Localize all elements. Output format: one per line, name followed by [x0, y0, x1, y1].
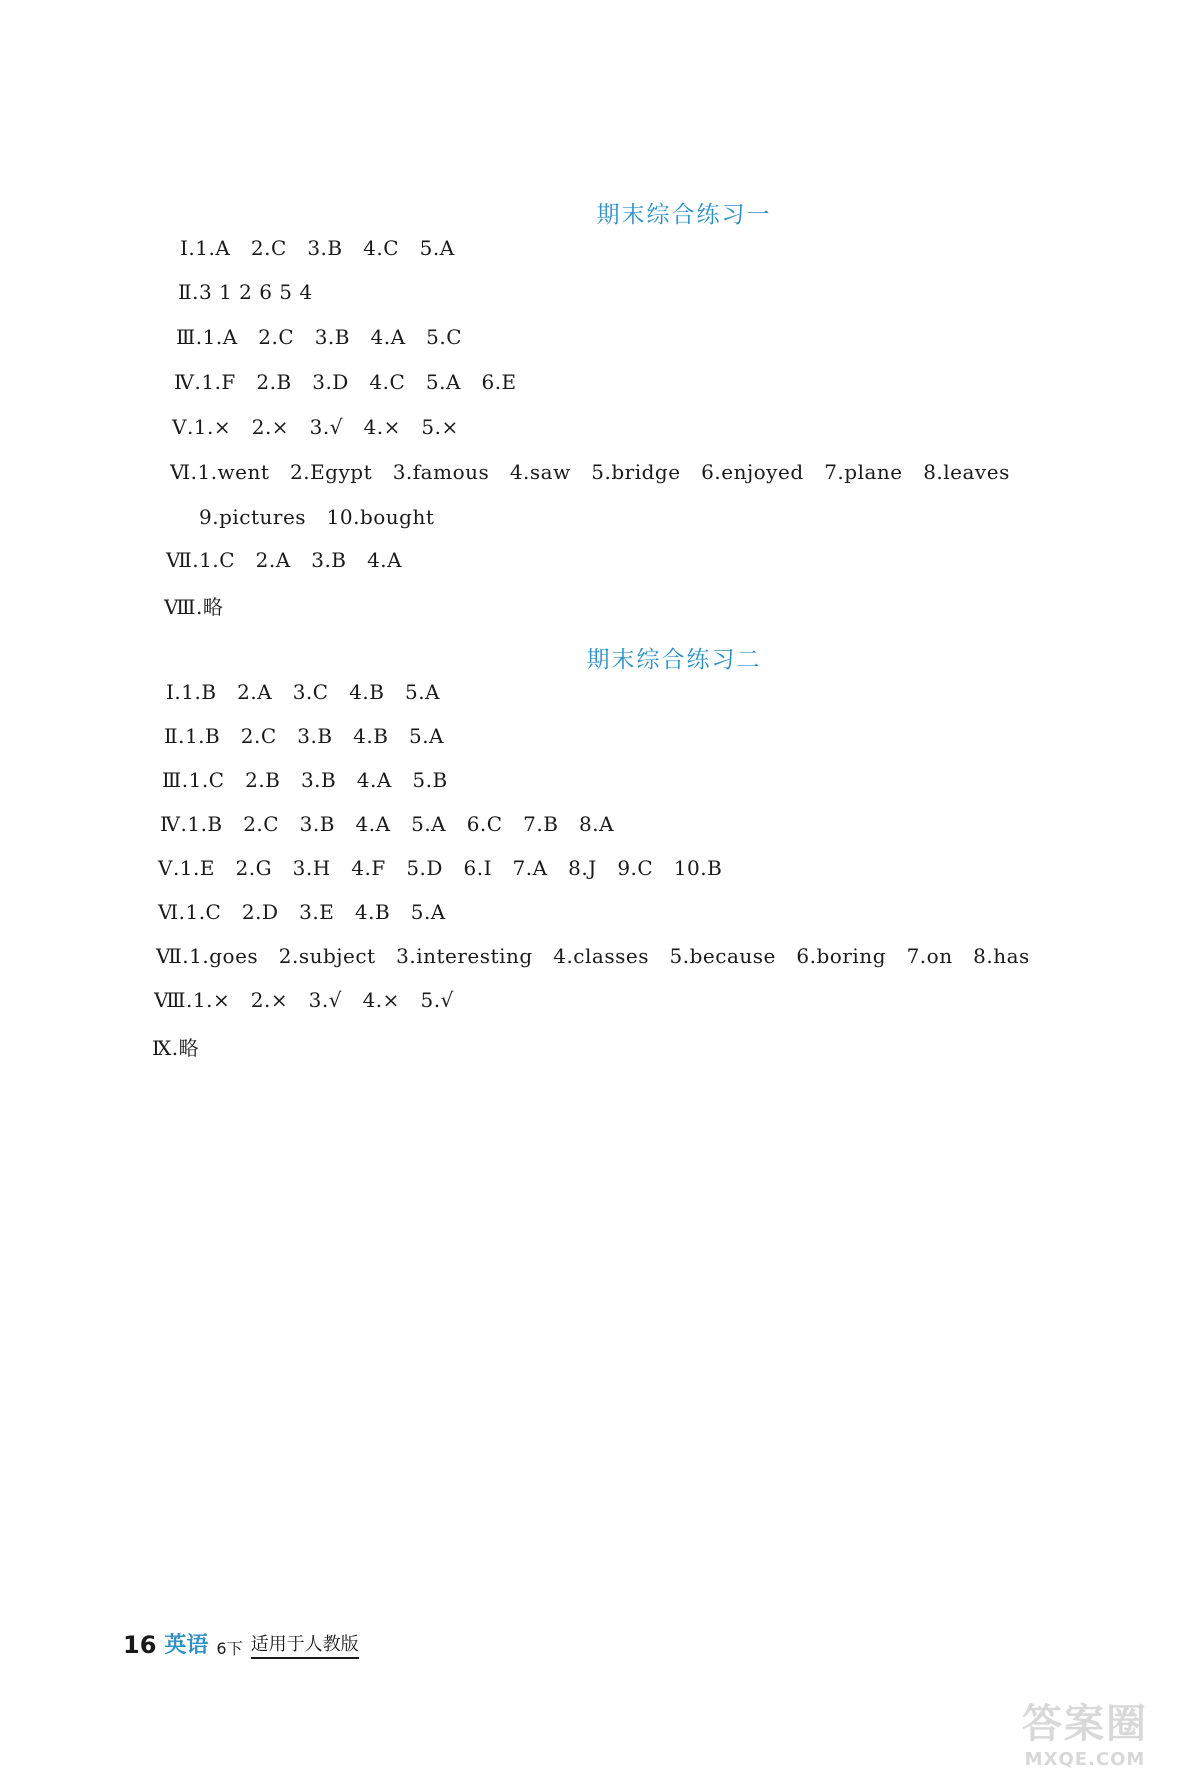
watermark-logo: 答案圈	[1022, 1701, 1148, 1747]
answer-line: Ⅵ.1.went 2.Egypt 3.famous 4.saw 5.bridge 6.enjoyed 7.plane 8.leaves	[170, 460, 1010, 484]
answer-line: Ⅱ.1.B 2.C 3.B 4.B 5.A	[164, 724, 444, 748]
page-footer	[123, 1628, 359, 1659]
watermark-url: MXQE.COM	[1024, 1749, 1146, 1770]
answer-line: Ⅳ.1.F 2.B 3.D 4.C 5.A 6.E	[174, 370, 517, 394]
answer-line: Ⅳ.1.B 2.C 3.B 4.A 5.A 6.C 7.B 8.A	[160, 812, 615, 836]
answer-line: Ⅵ.1.C 2.D 3.E 4.B 5.A	[158, 900, 446, 924]
answer-line: Ⅴ.1.E 2.G 3.H 4.F 5.D 6.I 7.A 8.J 9.C 10.B	[158, 856, 723, 880]
section-title-2: 期末综合练习二	[586, 647, 762, 673]
answer-line: Ⅶ.1.C 2.A 3.B 4.A	[166, 548, 403, 572]
answer-line: 9.pictures 10.bought	[199, 505, 435, 529]
answer-line: Ⅸ.略	[152, 1036, 200, 1060]
answer-line: Ⅷ.略	[164, 595, 224, 619]
section-title-1: 期末综合练习一	[596, 202, 772, 228]
answer-line: Ⅱ.3 1 2 6 5 4	[178, 280, 313, 304]
edition-label: 适用于人教版	[251, 1630, 359, 1659]
answer-line: Ⅰ.1.A 2.C 3.B 4.C 5.A	[180, 236, 455, 260]
answer-line: Ⅶ.1.goes 2.subject 3.interesting 4.classes 5.because 6.boring 7.on 8.has	[156, 944, 1030, 968]
answer-line: Ⅲ.1.A 2.C 3.B 4.A 5.C	[176, 325, 463, 349]
watermark	[1022, 1692, 1148, 1770]
subject-label: 英语	[164, 1633, 209, 1658]
answer-line: Ⅴ.1.× 2.× 3.√ 4.× 5.×	[172, 415, 459, 439]
grade-label: 6下	[216, 1639, 243, 1658]
answer-line: Ⅰ.1.B 2.A 3.C 4.B 5.A	[166, 680, 441, 704]
page-number: 16	[123, 1631, 157, 1659]
answer-line: Ⅷ.1.× 2.× 3.√ 4.× 5.√	[154, 988, 454, 1012]
answer-line: Ⅲ.1.C 2.B 3.B 4.A 5.B	[162, 768, 448, 792]
